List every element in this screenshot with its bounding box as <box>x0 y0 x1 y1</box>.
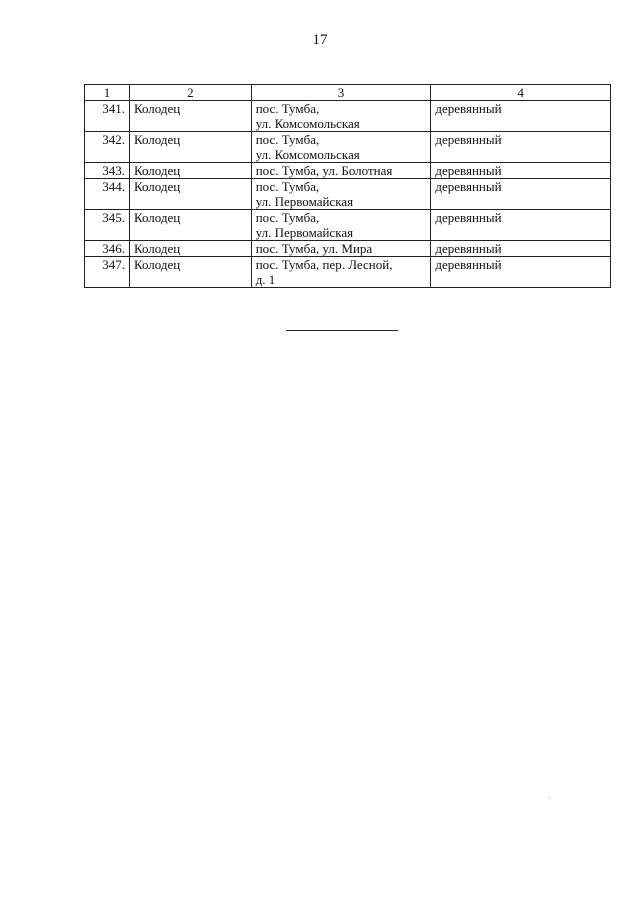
object-name: Колодец <box>129 132 251 163</box>
column-header-3: 3 <box>251 85 431 101</box>
object-name: Колодец <box>129 257 251 288</box>
address <box>251 179 431 210</box>
row-number: 346. <box>85 241 130 257</box>
table-row <box>85 210 611 241</box>
table-row <box>85 241 611 257</box>
column-header-4: 4 <box>431 85 611 101</box>
address <box>251 241 431 257</box>
material: деревянный <box>431 241 611 257</box>
address-line-2: ул. Первомайская <box>255 194 354 209</box>
column-header-2: 2 <box>129 85 251 101</box>
wells-table <box>84 84 611 288</box>
address-line-1: пос. Тумба, <box>255 132 320 147</box>
address <box>251 257 431 288</box>
object-name: Колодец <box>129 179 251 210</box>
table-row <box>85 132 611 163</box>
address-line-2: д. 1 <box>255 272 276 287</box>
address-line-1: пос. Тумба, пер. Лесной, <box>255 257 393 272</box>
end-of-table-rule <box>286 330 398 331</box>
page-number: 17 <box>312 32 328 48</box>
address-line-1: пос. Тумба, <box>255 101 320 116</box>
address-line-2: ул. Первомайская <box>255 225 354 240</box>
material: деревянный <box>431 101 611 132</box>
address-line-1: пос. Тумба, <box>255 210 320 225</box>
column-header-1: 1 <box>85 85 130 101</box>
address <box>251 101 431 132</box>
object-name: Колодец <box>129 241 251 257</box>
material: деревянный <box>431 210 611 241</box>
material: деревянный <box>431 257 611 288</box>
row-number: 342. <box>85 132 130 163</box>
address <box>251 163 431 179</box>
address <box>251 210 431 241</box>
address-line-1: пос. Тумба, <box>255 179 320 194</box>
scan-speck <box>549 797 550 798</box>
row-number: 347. <box>85 257 130 288</box>
row-number: 344. <box>85 179 130 210</box>
address-line-2: ул. Комсомольская <box>255 116 360 131</box>
table-header-row <box>85 85 611 101</box>
material: деревянный <box>431 163 611 179</box>
table-row <box>85 101 611 132</box>
table-row <box>85 257 611 288</box>
material: деревянный <box>431 132 611 163</box>
material: деревянный <box>431 179 611 210</box>
table-row <box>85 179 611 210</box>
row-number: 343. <box>85 163 130 179</box>
address-line-2: ул. Комсомольская <box>255 147 360 162</box>
address <box>251 132 431 163</box>
address-line-1: пос. Тумба, ул. Мира <box>255 241 373 256</box>
object-name: Колодец <box>129 210 251 241</box>
row-number: 345. <box>85 210 130 241</box>
address-line-1: пос. Тумба, ул. Болотная <box>255 163 393 178</box>
object-name: Колодец <box>129 163 251 179</box>
object-name: Колодец <box>129 101 251 132</box>
table-row <box>85 163 611 179</box>
row-number: 341. <box>85 101 130 132</box>
